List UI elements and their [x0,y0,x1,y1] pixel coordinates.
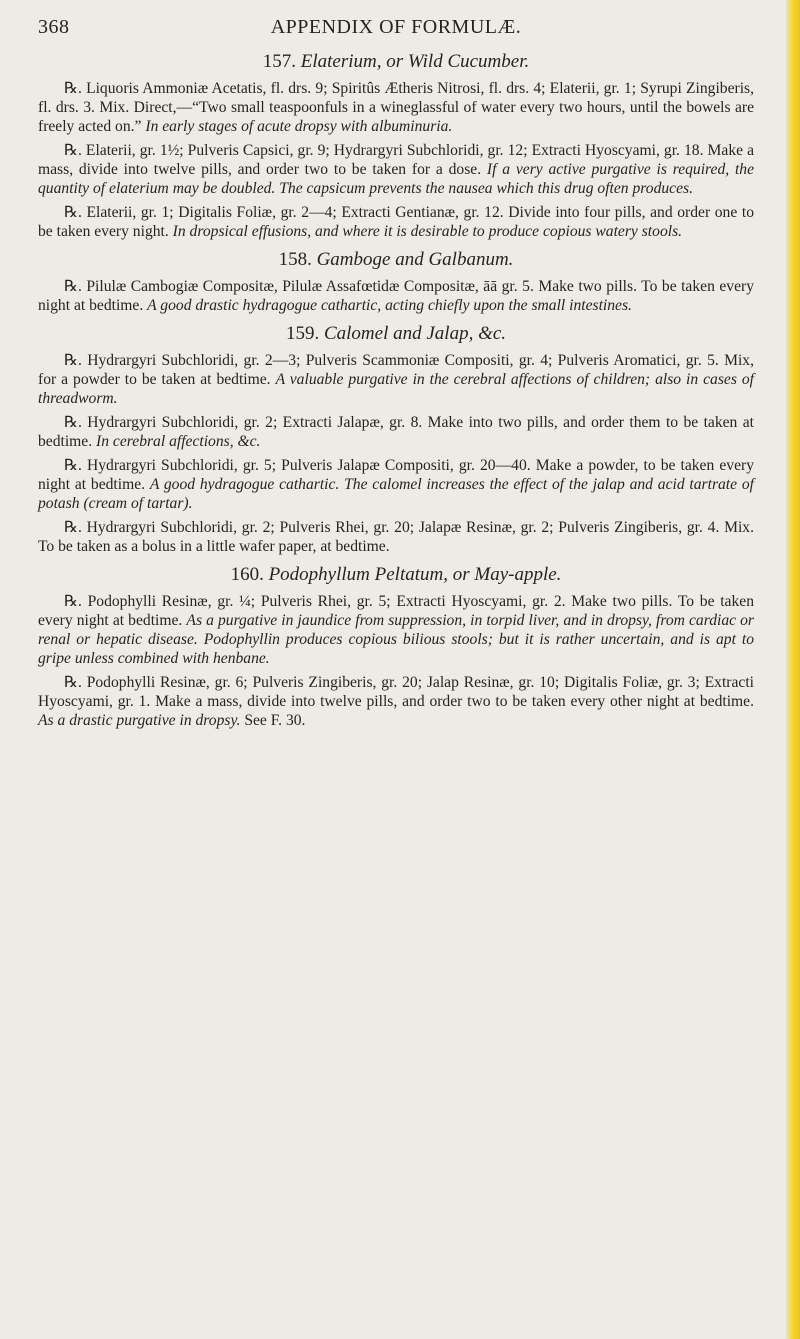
section-number: 160. [230,564,264,585]
prescription-text: ℞. Hydrargyri Subchloridi, gr. 2; Pulveris Rhei, gr. 20; Jalapæ Resinæ, gr. 2; Pulveris Zingiberis, gr. 4. Mix. To be taken as a bolus in a little wafer paper, at bedtime. [38,519,754,555]
prescription [38,673,754,730]
running-header [38,16,754,39]
section-heading-158 [38,249,754,271]
prescription [38,456,754,513]
prescription-note: A valuable purgative in the cerebral affections of children; also in cases of threadworm. [38,371,754,407]
prescription [38,518,754,556]
prescription [38,351,754,408]
prescription-text: ℞. Pilulæ Cambogiæ Compositæ, Pilulæ Assafœtidæ Compositæ, āā gr. 5. Make two pills. To be taken every night at bedtime. [38,278,754,314]
prescription-text: ℞. Hydrargyri Subchloridi, gr. 2—3; Pulveris Scammoniæ Compositi, gr. 4; Pulveris Aromatici, gr. 5. Mix, for a powder to be taken at bedtime. [38,352,754,388]
section-number: 159. [285,323,320,344]
section-heading-160 [38,564,754,586]
prescription-text: ℞. Podophylli Resinæ, gr. 6; Pulveris Zingiberis, gr. 20; Jalap Resinæ, gr. 10; Digitalis Foliæ, gr. 3; Extracti Hyoscyami, gr. 1. Make a mass, divide into twelve pills, and order two to be taken every other night at bedtime. [38,674,754,710]
section-heading-157 [38,51,754,73]
prescription [38,277,754,315]
section-title: Gamboge and Galbanum. [316,249,514,270]
prescription-note: A good hydragogue cathartic. The calomel increases the effect of the jalap and acid tartrate of potash (cream of tartar). [38,476,754,512]
prescription-text: ℞. Hydrargyri Subchloridi, gr. 2; Extracti Jalapæ, gr. 8. Make into two pills, and order them to be taken at bedtime. [38,414,754,450]
prescription-text: ℞. Elaterii, gr. 1; Digitalis Foliæ, gr. 2—4; Extracti Gentianæ, gr. 12. Divide into four pills, and order one to be taken every night. [38,204,754,240]
prescription-text: ℞. Hydrargyri Subchloridi, gr. 5; Pulveris Jalapæ Compositi, gr. 20—40. Make a powder, to be taken every night at bedtime. [38,457,754,493]
prescription-text: ℞. Elaterii, gr. 1½; Pulveris Capsici, gr. 9; Hydrargyri Subchloridi, gr. 12; Extracti Hyoscyami, gr. 18. Make a mass, divide into twelve pills, and order two to be taken for a dose. [38,142,754,178]
section-title: Elaterium, or Wild Cucumber. [300,51,530,72]
cross-reference: See F. 30. [244,712,306,729]
prescription-note: In cerebral affections, &c. [96,433,261,450]
section-heading-159 [38,323,754,345]
prescription-note: A good drastic hydragogue cathartic, acting chiefly upon the small intestines. [147,297,632,314]
section-number: 158. [278,249,312,270]
prescription [38,79,754,136]
prescription-note: As a drastic purgative in dropsy. [38,712,241,729]
prescription [38,413,754,451]
page-number: 368 [38,16,70,38]
prescription-note: In dropsical effusions, and where it is desirable to produce copious watery stools. [172,223,683,240]
section-title: Calomel and Jalap, &c. [323,323,507,344]
running-title: APPENDIX OF FORMULÆ. [270,16,522,38]
prescription-note: As a purgative in jaundice from suppression, in torpid liver, and in dropsy, from cardiac or renal or hepatic disease. Podophyllin produces copious bilious stools; but it is rather uncertain, and is apt to gripe unless combined with henbane. [38,612,754,667]
prescription-text: ℞. Liquoris Ammoniæ Acetatis, fl. drs. 9; Spiritûs Ætheris Nitrosi, fl. drs. 4; Elaterii, gr. 1; Syrupi Zingiberis, fl. drs. 3. Mix. Direct,—“Two small teaspoonfuls in a wineglassful of water every two hours, until the bowels are freely acted on.” [38,80,754,135]
prescription-note: If a very active purgative is required, the quantity of elaterium may be doubled. The capsicum prevents the nausea which this drug often produces. [38,161,755,197]
prescription-text: ℞. Podophylli Resinæ, gr. ¼; Pulveris Rhei, gr. 5; Extracti Hyoscyami, gr. 2. Make two pills. To be taken every night at bedtime. [38,593,754,629]
page-edge [786,0,800,1339]
section-number: 157. [262,51,296,72]
prescription [38,592,754,668]
prescription-note: In early stages of acute dropsy with albuminuria. [145,118,453,135]
section-title: Podophyllum Peltatum, or May-apple. [268,564,562,585]
prescription [38,141,754,198]
prescription [38,203,754,241]
